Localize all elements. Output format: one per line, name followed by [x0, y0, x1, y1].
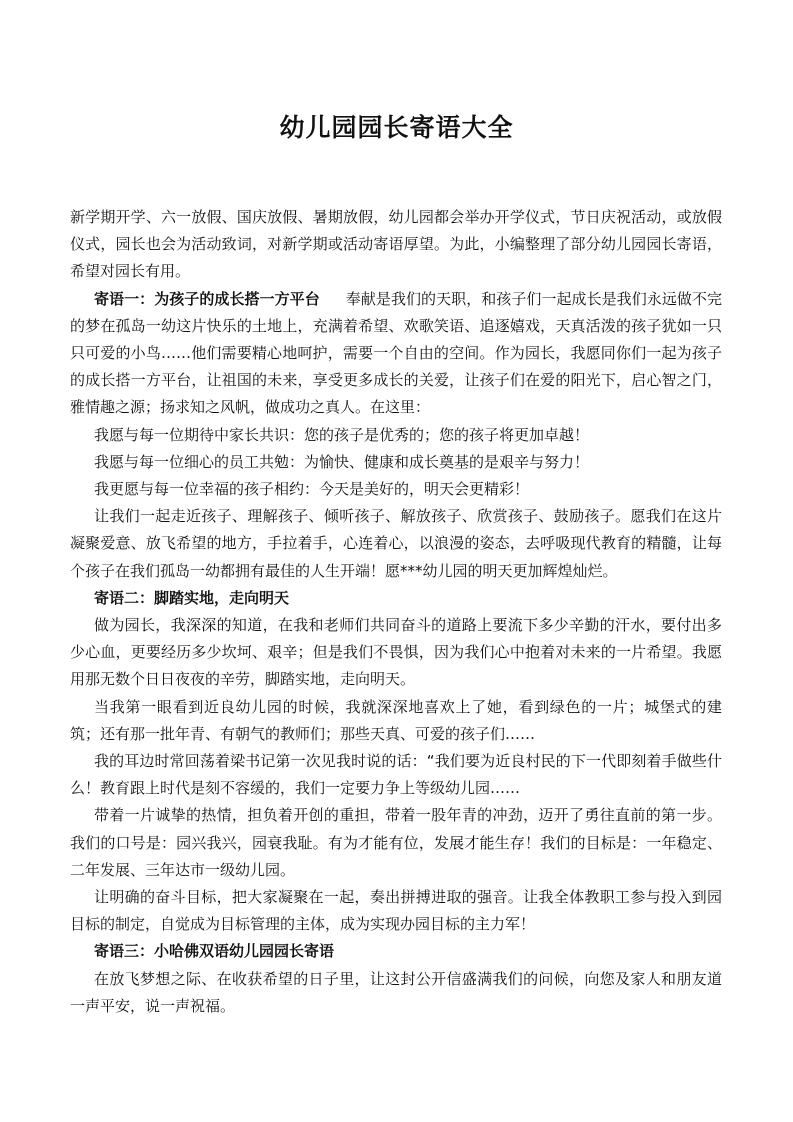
intro-paragraph: 新学期开学、六一放假、国庆放假、暑期放假，幼儿园都会举办开学仪式，节日庆祝活动，或放假仪式，园长也会为活动致词，对新学期或活动寄语厚望。为此，小编整理了部分幼儿园园长寄语，希望对园长有用。 — [70, 208, 722, 281]
document-body — [70, 204, 722, 1020]
section2-paragraph-5: 让明确的奋斗目标，把大家凝聚在一起，奏出拼搏进取的强音。让我全体教职工参与投入到园目标的制定，自觉成为目标管理的主体，成为实现办园目标的主力军！ — [70, 888, 722, 934]
section1-paragraph-4: 我更愿与每一位幸福的孩子相约：今天是美好的，明天会更精彩！ — [94, 480, 530, 499]
section2-paragraph-1: 做为园长，我深深的知道，在我和老师们共同奋斗的道路上要流下多少辛勤的汗水，要付出多少心血，更要经历多少坎坷、艰辛；但是我们不畏惧，因为我们心中抱着对未来的一片希望。我愿用那无数个日日夜夜的辛劳，脚踏实地，走向明天。 — [70, 616, 722, 689]
section1-heading: 寄语一：为孩子的成长搭一方平台 — [94, 289, 320, 308]
section2-paragraph-2: 当我第一眼看到近良幼儿园的时候，我就深深地喜欢上了她，看到绿色的一片；城堡式的建筑；还有那一批年青、有朝气的教师们；那些天真、可爱的孩子们…… — [70, 697, 722, 743]
section1-paragraph-3: 我愿与每一位细心的员工共勉：为愉快、健康和成长奠基的是艰辛与努力！ — [94, 452, 590, 471]
section1-paragraph-1 — [70, 286, 722, 422]
section2-paragraph-4: 带着一片诚挚的热情，担负着开创的重担，带着一股年青的冲劲，迈开了勇往直前的第一步。我们的口号是：园兴我兴，园衰我耻。有为才能有位，发展才能生存！我们的目标是：一年稳定、二年发展、三年达市一级幼儿园。 — [70, 806, 722, 879]
section1-text-1: 奉献是我们的天职，和孩子们一起成长是我们永远做不完的梦在孤岛一幼这片快乐的土地上，充满着希望、欢歌笑语、追逐嬉戏，天真活泼的孩子犹如一只只可爱的小鸟……他们需要精心地呵护，需要一个自由的空间。作为园长，我愿同你们一起为孩子的成长搭一方平台，让祖国的未来，享受更多成长的关爱，让孩子们在爱的阳光下，启心智之门，雅情趣之源；扬求知之风帆，做成功之真人。在这里： — [70, 289, 722, 417]
section1-paragraph-5: 让我们一起走近孩子、理解孩子、倾听孩子、解放孩子、欣赏孩子、鼓励孩子。愿我们在这片凝聚爱意、放飞希望的地方，手拉着手，心连着心，以浪漫的姿态，去呼吸现代教育的精髓，让每个孩子在我们孤岛一幼都拥有最佳的人生开端！愿***幼儿园的明天更加辉煌灿烂。 — [70, 507, 722, 580]
section2-heading: 寄语二：脚踏实地，走向明天 — [94, 588, 290, 607]
section3-heading: 寄语三：小哈佛双语幼儿园园长寄语 — [94, 942, 335, 961]
section3-paragraph-1: 在放飞梦想之际、在收获希望的日子里，让这封公开信盛满我们的问候，向您及家人和朋友道一声平安，说一声祝福。 — [70, 969, 722, 1015]
section2-paragraph-3: 我的耳边时常回荡着梁书记第一次见我时说的话：“我们要为近良村民的下一代即刻着手做些什么！教育跟上时代是刻不容缓的，我们一定要力争上等级幼儿园…… — [70, 752, 722, 798]
page-title: 幼儿园园长寄语大全 — [279, 113, 514, 142]
section1-paragraph-2: 我愿与每一位期待中家长共识：您的孩子是优秀的；您的孩子将更加卓越！ — [94, 425, 590, 444]
